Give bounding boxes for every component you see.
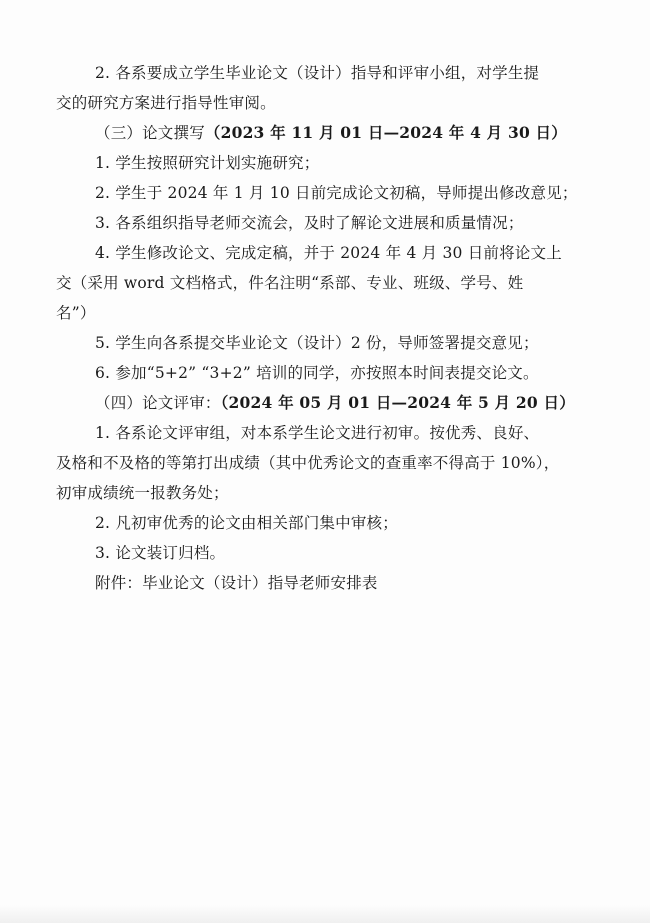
attachment-line: 附件：毕业论文（设计）指导老师安排表 xyxy=(95,574,378,592)
section-3-item-5: 5. 学生向各系提交毕业论文（设计）2 份，导师签署提交意见； xyxy=(95,334,539,352)
section-3-item-3: 3. 各系组织指导老师交流会，及时了解论文进展和质量情况； xyxy=(95,214,524,232)
section-3-title: （三）论文撰写 xyxy=(95,124,205,142)
item-2-line-2: 交的研究方案进行指导性审阅。 xyxy=(56,94,276,112)
section-3-item-4-line-3: 名”） xyxy=(56,304,96,322)
section-4-item-3: 3. 论文装订归档。 xyxy=(95,544,226,562)
section-4-dates: （2024 年 05 月 01 日—2024 年 5 月 20 日） xyxy=(220,393,575,412)
section-3-item-4-line-2: 交（采用 word 文档格式，件名注明“系部、专业、班级、学号、姓 xyxy=(56,274,524,292)
section-3-item-6: 6. 参加“5+2” “3+2” 培训的同学，亦按照本时间表提交论文。 xyxy=(95,364,539,382)
section-3-dates: （2023 年 11 月 01 日—2024 年 4 月 30 日） xyxy=(204,123,567,142)
section-4-item-2: 2. 凡初审优秀的论文由相关部门集中审核； xyxy=(95,514,398,532)
item-2-line-1: 2. 各系要成立学生毕业论文（设计）指导和评审小组，对学生提 xyxy=(95,64,540,82)
page-bottom-edge xyxy=(0,905,650,923)
section-3-item-4-line-1: 4. 学生修改论文、完成定稿，并于 2024 年 4 月 30 日前将论文上 xyxy=(95,244,562,262)
section-4-item-1-line-3: 初审成绩统一报教务处； xyxy=(56,484,229,502)
section-4-heading xyxy=(86,388,606,418)
section-3-item-2: 2. 学生于 2024 年 1 月 10 日前完成论文初稿，导师提出修改意见； xyxy=(95,184,578,202)
section-3-heading xyxy=(86,118,606,148)
section-4-item-1-line-1: 1. 各系论文评审组，对本系学生论文进行初审。按优秀、良好、 xyxy=(95,424,540,442)
document-body xyxy=(56,58,606,598)
section-3-item-1: 1. 学生按照研究计划实施研究； xyxy=(95,154,320,172)
section-4-title: （四）论文评审： xyxy=(95,394,221,412)
section-4-item-1-line-2: 及格和不及格的等第打出成绩（其中优秀论文的查重率不得高于 10%）， xyxy=(56,454,560,472)
